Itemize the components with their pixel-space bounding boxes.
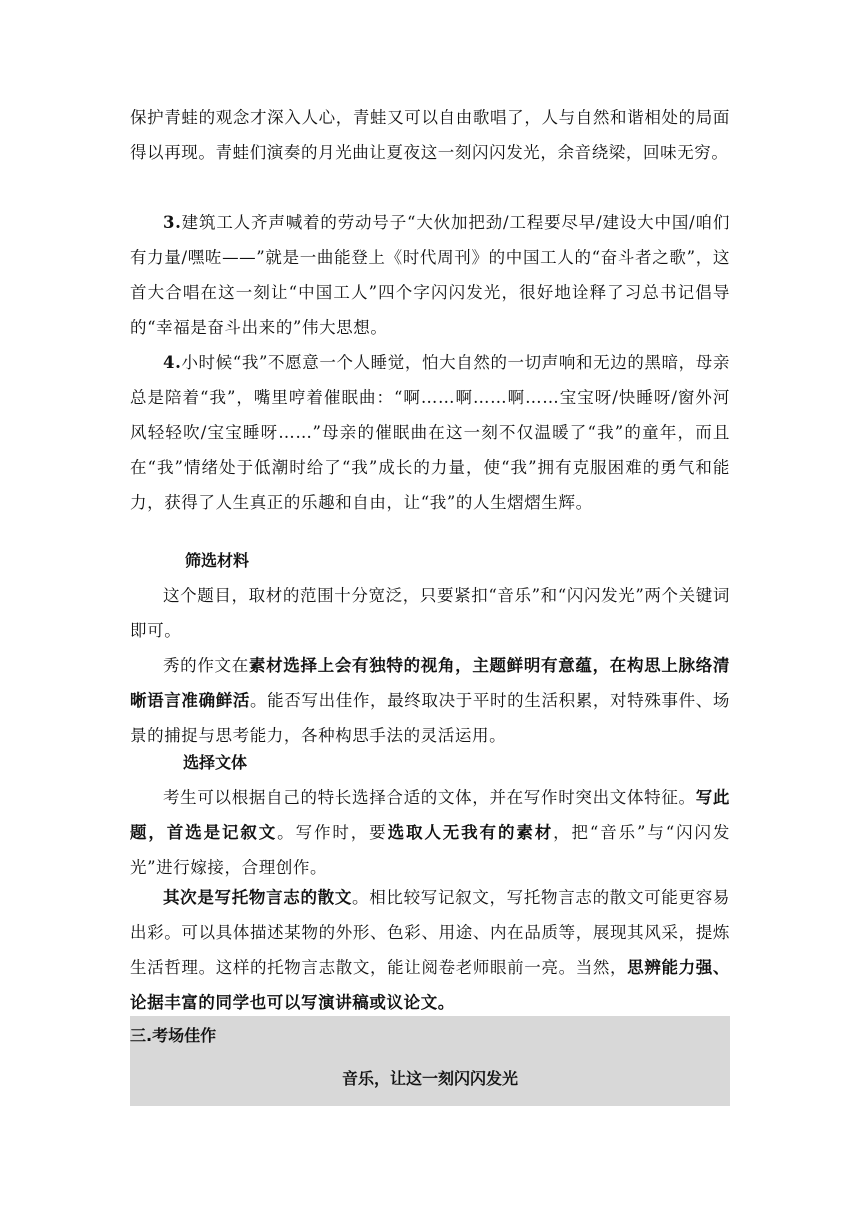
paragraph-4-text: 小时候“我”不愿意一个人睡觉，怕大自然的一切声响和无边的黑暗，母亲总是陪着“我”，嘴里哼着催眠曲：“啊……啊……啊……宝宝呀/快睡呀/窗外河风轻轻吹/宝宝睡呀……”母亲的催眠曲在这一刻不仅温暖了“我”的童年，而且在“我”情绪处于低潮时给了“我”成长的力量，使“我”拥有克服困难的勇气和能力，获得了人生真正的乐趣和自由，让“我”的人生熠熠生辉。	[130, 353, 730, 512]
style-paragraph-2	[130, 880, 730, 1020]
material-paragraph-2	[130, 648, 730, 753]
paragraph-3-number: 3.	[163, 213, 182, 232]
paragraph-4-number: 4.	[163, 353, 182, 372]
material-paragraph-1-text: 这个题目，取材的范围十分宽泛，只要紧扣“音乐”和“闪闪发光”两个关键词即可。	[130, 586, 730, 640]
style-p2-emphasis-2: 思辨能力强、论据丰富的同学也可以写演讲稿或议论文。	[130, 958, 730, 1012]
essay-title: 音乐，让这一刻闪闪发光	[341, 1069, 518, 1088]
style-p1-emphasis-1: 写此题，首选是记叙文	[130, 788, 731, 842]
heading-screen-material: 筛选材料	[185, 551, 250, 570]
style-paragraph-1	[130, 780, 730, 885]
material-p2-emphasis: 素材选择上会有独特的视角，主题鲜明有意蕴，在构思上脉络清晰语言准确鲜活	[130, 656, 730, 710]
style-p2-part-b: 。相比较写记叙文，写托物言志的散文可能更容易出彩。可以具体描述某物的外形、色彩、用途、内在品质等，展现其风采，提炼生活哲理。这样的托物言志散文，能让阅卷老师眼前一亮。当然，	[130, 888, 730, 977]
paragraph-frog	[130, 100, 730, 170]
style-p1-part-e: ，把“音乐”与“闪闪发光”进行嫁接，合理创作。	[130, 823, 731, 877]
heading-choose-style: 选择文体	[183, 753, 248, 772]
material-p2-part-a: 秀的作文在	[163, 656, 249, 675]
section-title: 三.考场佳作	[130, 1026, 217, 1045]
paragraph-4	[130, 345, 730, 520]
style-p1-part-a: 考生可以根据自己的特长选择合适的文体，并在写作时突出文体特征。	[163, 788, 696, 807]
paragraph-3-text: 建筑工人齐声喊着的劳动号子“大伙加把劲/工程要尽早/建设大中国/咱们有力量/嘿咗——”就是一曲能登上《时代周刊》的中国工人的“奋斗者之歌”，这首大合唱在这一刻让“中国工人”四个字闪闪发光，很好地诠释了习总书记倡导的“幸福是奋斗出来的”伟大思想。	[130, 213, 730, 337]
paragraph-3	[130, 205, 730, 345]
section-banner	[130, 1016, 730, 1106]
material-paragraph-1	[130, 578, 730, 648]
style-p1-emphasis-2: 选取人无我有的素材	[387, 823, 554, 842]
style-p2-emphasis-1: 其次是写托物言志的散文	[163, 888, 353, 907]
paragraph-frog-text: 保护青蛙的观念才深入人心，青蛙又可以自由歌唱了，人与自然和谐相处的局面得以再现。青蛙们演奏的月光曲让夏夜这一刻闪闪发光，余音绕梁，回味无穷。	[130, 108, 730, 162]
material-p2-part-c: 。能否写出佳作，最终取决于平时的生活积累，对特殊事件、场景的捕捉与思考能力，各种构思手法的灵活运用。	[130, 691, 730, 745]
style-p1-part-c: 。写作时，要	[277, 823, 388, 842]
